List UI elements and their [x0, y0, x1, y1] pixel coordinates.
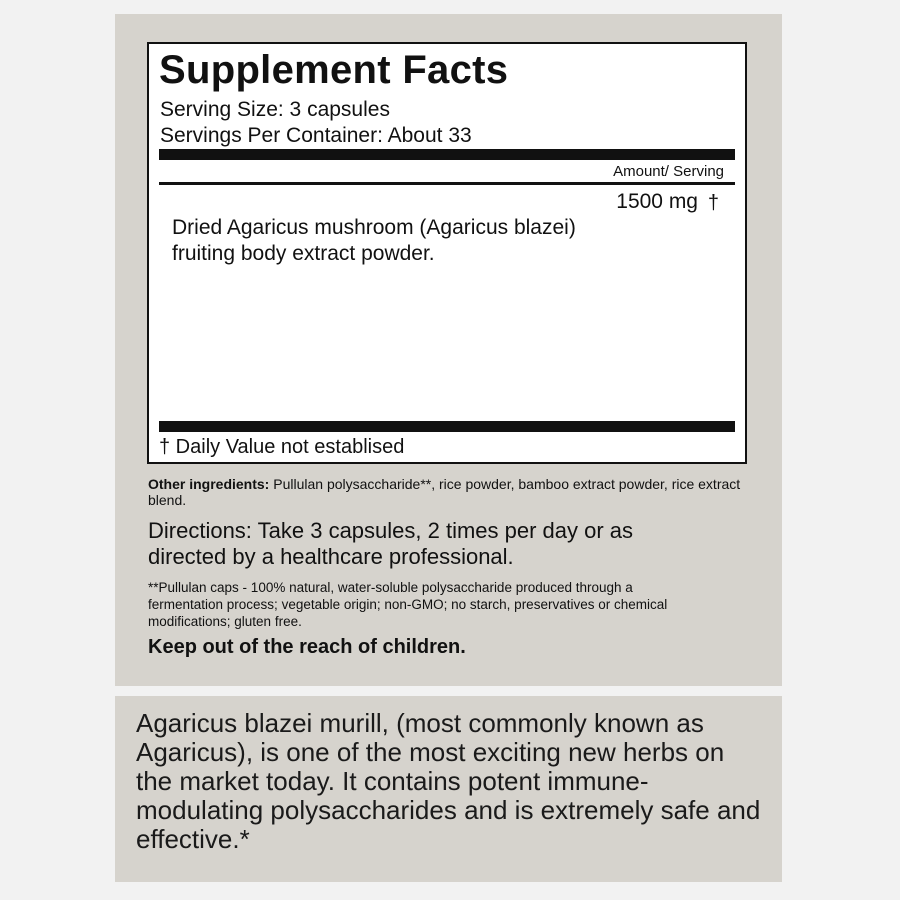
directions: Directions: Take 3 capsules, 2 times per day or as directed by a healthcare professional.	[148, 518, 634, 569]
divider-thick-top	[159, 149, 735, 160]
ingredient-line-1: Dried Agaricus mushroom (Agaricus blazei)	[172, 216, 576, 239]
warning-text: Keep out of the reach of children.	[148, 636, 466, 658]
other-ingredients	[148, 476, 748, 508]
facts-title: Supplement Facts	[159, 48, 509, 92]
serving-size: Serving Size: 3 capsules	[160, 98, 390, 121]
other-ingredients-text: Pullulan polysaccharide**, rice powder, bamboo extract powder, rice extract blend.	[148, 476, 741, 508]
dagger-mark: †	[707, 192, 719, 214]
divider-thin	[159, 182, 735, 185]
amount-per-serving-header: Amount/ Serving	[613, 163, 724, 180]
servings-per-container: Servings Per Container: About 33	[160, 124, 472, 147]
other-ingredients-label: Other ingredients:	[148, 476, 270, 492]
product-description: Agaricus blazei murill, (most commonly known as Agaricus), is one of the most exciting new herbs on the market today. It contains potent immune-modulating polysaccharides and is extremely safe and effective.*	[136, 708, 761, 854]
amount-value: 1500 mg	[616, 190, 698, 213]
ingredient-line-2: fruiting body extract powder.	[172, 242, 435, 265]
supplement-facts-box	[147, 42, 747, 464]
daily-value-note: † Daily Value not establised	[159, 436, 405, 458]
divider-thick-bottom	[159, 421, 735, 432]
pullulan-note: **Pullulan caps - 100% natural, water-soluble polysaccharide produced through a fermentation process; vegetable origin; non-GMO; no starch, preservatives or chemical modifications; gluten free.	[148, 580, 668, 629]
